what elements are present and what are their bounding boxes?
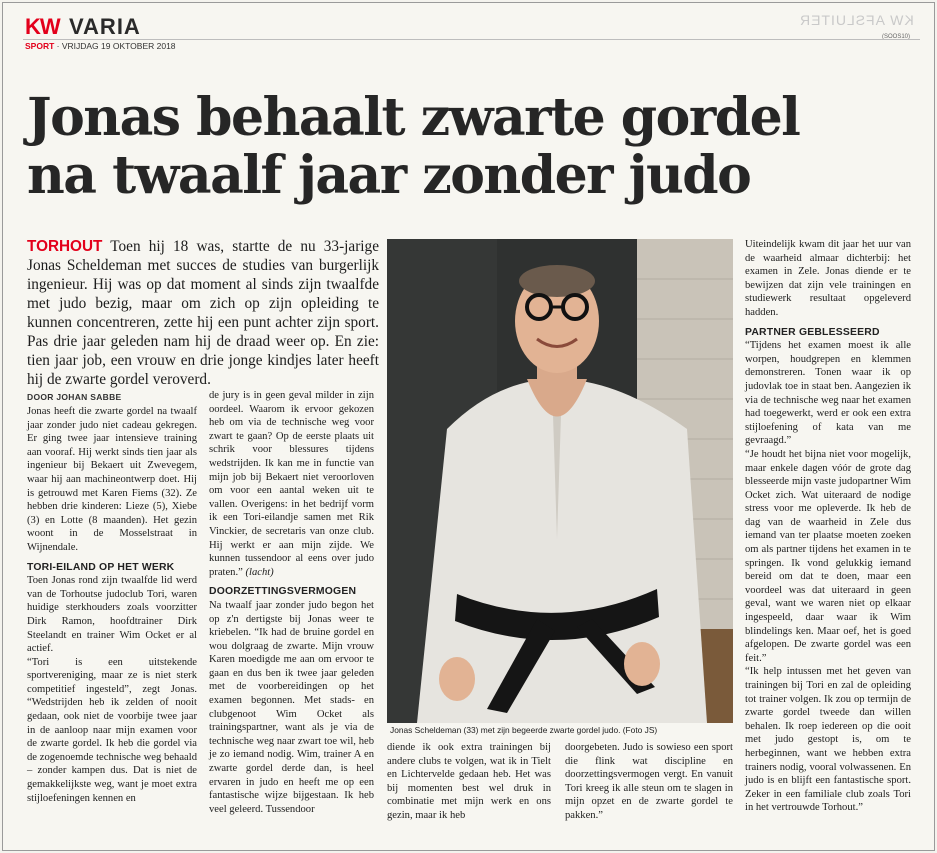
header-divider [23, 39, 920, 40]
publication-logo: KW [25, 14, 60, 39]
issue-date [25, 41, 176, 51]
page-code: (SOOS10) [881, 34, 910, 40]
paragraph: “Tijdens het examen moest ik alle worpen, houdgrepen en klemmen demonstreren. Tonen waar ik op judovlak toe in staat ben. Aangezien ik via de technische weg naar het examen had toegewerkt, werd er ook een extra stijloefening of kata van me gevraagd.” [745, 340, 911, 447]
paragraph: “Tori is een uitstekende sportvereniging, maar ze is niet sterk competitief ingesteld”, zegt Jonas. “Wedstrijden heb ik zelden of nooit gedaan, ook niet de voorbije twee jaar in de aanloop naar mijn examen voor de zwarte gordel. Ik heb die gordel via de zogenoemde technische weg behaald – zonder kampen dus. Dat is niet de gemakkelijkste weg, want je moet extra stijloefeningen kennen en [27, 656, 197, 804]
article-column-1 [27, 405, 197, 805]
paragraph: “Je houdt het bijna niet voor mogelijk, maar enkele dagen vóór de grote dag blesseerde mijn vaste judopartner Wim Ocket zich. Wat uiteraard de nodige stress voor me opleverde. Ik heb de dag van de waarheid in Zele dus iemand van ter plaatse moeten zoeken om als partner tijdens het examen in te springen. Ik vond gelukkig iemand bereid om dat te doen, maar een voordeel was dat uiteraard in geen geval, want we waren niet op elkaar ingespeeld, daar waar ik Wim blindelings ken. Maar oef, het is goed afgelopen. De zwarte gordel was een feit.” [745, 448, 911, 664]
lead-text: Toen hij 18 was, startte de nu 33-jarige Jonas Scheldeman met succes de studies van burgerlijk ingenieur. Hij was op dat moment al sinds zijn twaalfde met judo bezig, maar om zich op zijn opleiding te kunnen concentreren, zette hij een punt achter zijn sport. Pas drie jaar geleden nam hij de draad weer op. En zie: tien jaar job, een vrouw en drie jonge kindjes later heeft hij de zwarte gordel veroverd. [27, 238, 379, 388]
section-label-sport: SPORT [25, 41, 55, 51]
date-text: · VRIJDAG 19 OKTOBER 2018 [54, 41, 176, 51]
subheading: TORI-EILAND OP HET WERK [27, 561, 175, 573]
paragraph: diende ik ook extra trainingen bij andere clubs te volgen, wat ik in Tielt en Lichtervelde gedaan heb. Het was bij momenten best wel druk in combinatie met mijn werk en ons gezin, maar ik heb [387, 742, 551, 821]
lead-paragraph [27, 237, 379, 389]
article-column-2 [209, 389, 374, 816]
subheading: DOORZETTINGSVERMOGEN [209, 586, 357, 598]
bleed-through-text: KW AFSLUITER [799, 12, 914, 28]
headline-line-2: na twaalf jaar zonder judo [27, 145, 751, 206]
dateline: TORHOUT [27, 238, 103, 255]
article-column-3 [387, 741, 551, 823]
aside-lacht: (lacht) [242, 566, 274, 578]
headline [27, 89, 907, 205]
headline-line-1: Jonas behaalt zwarte gordel [27, 87, 800, 148]
paragraph: “Ik help intussen met het geven van trainingen bij Tori en zal de opleiding tot trainer volgen. Ik zou op termijn de zwarte gordel tweede dan willen behalen. Ik roep iedereen op die ooit met judo gestopt is, om te herbeginnen, want we hebben extra trainers nodig, vooral volwassenen. En judo is en blijft een fantastische sport. Zeker in een familiale club zoals Tori in het vertrouwde Torhout.” [745, 666, 911, 814]
article-column-5 [745, 238, 911, 815]
paragraph: Jonas heeft die zwarte gordel na twaalf jaar zonder judo niet cadeau gekregen. Er ging twee jaar intensieve training aan vooraf. Hij werkt sinds tien jaar als ingenieur bij Bekaert uit Zwevegem, waar hij aan machineontwerp doet. Hij is getrouwd met Karen Fiems (32). Ze hebben drie kinderen: Lieze (5), Xiebe (3) en Lotte (8 maanden). Het gezin woont in de Mosselstraat in Wijnendale. [27, 406, 197, 553]
paragraph: Uiteindelijk kwam dit jaar het uur van de waarheid almaar dichterbij: het examen in Zele. Jonas diende er te bewijzen dat zijn vele trainingen en studiewerk resultaat opgeleverd hadden. [745, 239, 911, 318]
paragraph: Na twaalf jaar zonder judo begon het op z'n dertigste bij Jonas weer te kriebelen. “Ik had de bruine gordel en wou dolgraag de zwarte. Mijn vrouw Karen moedigde me aan om ervoor te gaan en dus ben ik twee jaar geleden met de voorbereidingen op het examen begonnen. Met stads- en clubgenoot Wim Ocket als trainingspartner, want als je via de technische weg naar zwart toe wil, heb je zo iemand nodig. Wim, trainer A en zwarte gordel derde dan, is heel ervaren in judo en heeft me op een fantastische wijze bijgestaan. Ik heb veel geleerd. Tussendoor [209, 599, 374, 815]
judoka-photo-illustration [387, 239, 733, 723]
byline: DOOR JOHAN SABBE [27, 392, 122, 402]
paragraph: Toen Jonas rond zijn twaalfde lid werd van de Torhoutse judoclub Tori, waren huidige sterkhouders zoals voorzitter Dirk Ramon, hoofdtrainer Dirk Steelandt en trainer Wim Ocket er al actief. [27, 575, 197, 655]
subheading: PARTNER GEBLESSEERD [745, 326, 880, 338]
quote-text: de jury is in geen geval milder in zijn oordeel. Waarom ik ervoor gekozen heb om via de technische weg voor zwart te gaan? Op de eerste plaats uit schrik voor blessures tijdens wedstrijden. Ik kan me in functie van mijn job bij Bekaert niet veroorloven om voor een aantal weken uit te vallen. Overigens: in het bedrijf vorm ik een Tori-eilandje samen met Rik Vinckier, de secretaris van onze club. Hij werkt er aan mijn zijde. We kunnen tussendoor al eens over judo praten.” [209, 390, 374, 578]
photo-caption: Jonas Scheldeman (33) met zijn begeerde zwarte gordel judo. (Foto JS) [390, 725, 658, 735]
article-photo [387, 239, 733, 723]
paragraph [209, 389, 374, 579]
article-column-4 [565, 741, 733, 823]
newspaper-page [2, 2, 935, 851]
section-title: VARIA [69, 14, 141, 39]
paragraph: doorgebeten. Judo is sowieso een sport die flink wat discipline en doorzettingsvermogen vergt. En vanuit Tori kreeg ik alle steun om te slagen in mijn opzet en de zwarte gordel te pakken.” [565, 742, 733, 821]
